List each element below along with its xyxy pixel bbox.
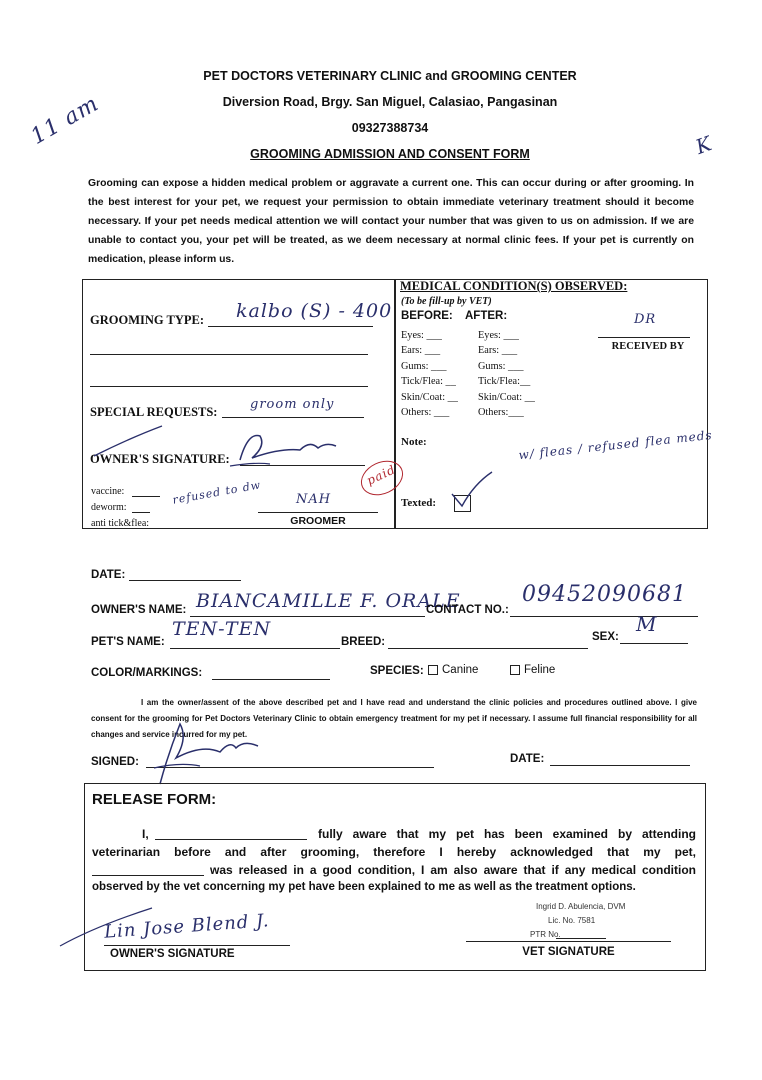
pet-name-label: PET'S NAME:	[91, 636, 165, 648]
special-requests-label: SPECIAL REQUESTS:	[90, 405, 218, 419]
before-list	[401, 328, 458, 420]
refused-note: refused to dw	[171, 478, 263, 507]
owner-name-line[interactable]	[190, 616, 425, 617]
received-by-value: DR	[634, 312, 657, 327]
before-others[interactable]: Others: ___	[401, 407, 450, 419]
species-feline[interactable]: Feline	[510, 664, 555, 676]
after-label: AFTER:	[465, 310, 508, 322]
sex-label: SEX:	[592, 631, 619, 643]
canine-checkbox[interactable]	[428, 665, 438, 675]
antitick-label: anti tick&flea:	[91, 518, 150, 529]
special-requests-value: groom only	[250, 397, 335, 412]
before-ears[interactable]: Ears: ___	[401, 345, 441, 357]
margin-note-initial: K	[692, 130, 716, 160]
texted-check-icon	[448, 470, 496, 512]
form-title: GROOMING ADMISSION AND CONSENT FORM	[250, 147, 530, 161]
after-eyes[interactable]: Eyes: ___	[478, 330, 519, 341]
vet-ptr-line[interactable]	[556, 938, 606, 939]
after-list	[478, 328, 535, 420]
before-label: BEFORE:	[401, 310, 453, 322]
deworm-label: deworm:	[91, 502, 127, 513]
texted-label: Texted:	[401, 497, 437, 509]
vet-license: Lic. No. 7581	[548, 916, 596, 925]
owner-name-label: OWNER'S NAME:	[91, 604, 187, 616]
owner-name-value: BIANCAMILLE F. ORALE	[196, 590, 461, 612]
consent-signature-scribble	[140, 718, 280, 790]
breed-line[interactable]	[388, 648, 588, 649]
after-ears[interactable]: Ears: ___	[478, 345, 518, 357]
antitick-line[interactable]	[162, 528, 184, 529]
clinic-phone: 09327388734	[351, 121, 429, 135]
vet-signature-line[interactable]	[466, 941, 671, 942]
groomer-label: GROOMER	[290, 515, 346, 527]
pet-name-line[interactable]	[170, 648, 340, 649]
clinic-name: PET DOCTORS VETERINARY CLINIC and GROOMING CENTER	[203, 69, 577, 83]
before-gums[interactable]: Gums: ___	[401, 360, 447, 372]
release-line2: veterinarian before and after grooming, therefore I hereby acknowledged that my pet,	[92, 845, 696, 859]
after-tickflea[interactable]: Tick/Flea:__	[478, 376, 531, 388]
vet-ptr: PTR No.	[530, 930, 561, 939]
owner-signature-value: Lin Jose Blend J.	[103, 910, 271, 943]
groomer-line[interactable]	[258, 512, 378, 513]
release-box	[84, 783, 706, 971]
release-line1-suffix: fully aware that my pet has been examined by attending	[318, 827, 696, 841]
contact-value: 09452090681	[522, 582, 687, 607]
medical-condition-subtitle: (To be fill-up by VET)	[401, 296, 492, 307]
note-value: w/ fleas / refused flea meds	[517, 427, 714, 463]
contact-line[interactable]	[510, 616, 698, 617]
clinic-address: Diversion Road, Brgy. San Miguel, Calasiao, Pangasinan	[222, 95, 558, 109]
box-divider	[394, 279, 396, 528]
release-name-line[interactable]	[155, 839, 307, 840]
release-line4: observed by the vet concerning my pet have been explained to me as well as the treatment options.	[92, 881, 636, 893]
before-skincoat[interactable]: Skin/Coat: __	[401, 391, 458, 403]
medical-condition-title: MEDICAL CONDITION(S) OBSERVED:	[400, 279, 628, 293]
release-line1-prefix: I,	[142, 827, 149, 841]
intro-paragraph: Grooming can expose a hidden medical problem or aggravate a current one. This can occur during or after grooming. In the best interest for your pet, we request your permission to obtain immediate veterinary treatment should it become necessary. If your pet needs medical attention we will contact your number that was given to us on admission. If we are unable to contact you, your pet will be treated, as we deem necessary at normal clinic fees. If your pet is currently on medication, please inform us.	[88, 178, 694, 265]
vet-name: Ingrid D. Abulencia, DVM	[536, 902, 626, 911]
color-markings-line[interactable]	[212, 679, 330, 680]
owner-signature-label: OWNER'S SIGNATURE:	[90, 452, 230, 466]
vaccine-label: vaccine:	[91, 486, 125, 497]
feline-checkbox[interactable]	[510, 665, 520, 675]
consent-date-line[interactable]	[550, 765, 690, 766]
color-markings-label: COLOR/MARKINGS:	[91, 667, 203, 679]
vaccine-line[interactable]	[132, 496, 160, 497]
received-by-label: RECEIVED BY	[611, 341, 685, 352]
groomer-value: NAH	[296, 492, 332, 507]
grooming-line-2[interactable]	[90, 354, 368, 355]
species-label: SPECIES:	[370, 665, 424, 677]
release-line3: was released in a good condition, I am also aware that if any medical condition	[210, 863, 696, 877]
grooming-type-value: kalbo (S) - 400	[236, 300, 393, 322]
sex-line[interactable]	[620, 643, 688, 644]
owner-signature-scribble	[90, 418, 350, 474]
consent-date-label: DATE:	[510, 753, 545, 765]
after-skincoat[interactable]: Skin/Coat: __	[478, 391, 535, 403]
before-tickflea[interactable]: Tick/Flea: __	[401, 376, 456, 388]
release-pet-line[interactable]	[92, 875, 204, 876]
date-line[interactable]	[129, 580, 241, 581]
note-label: Note:	[401, 436, 427, 448]
after-gums[interactable]: Gums: ___	[478, 360, 524, 372]
owner-signature-line[interactable]	[104, 945, 290, 946]
breed-label: BREED:	[341, 636, 386, 648]
release-title: RELEASE FORM:	[92, 791, 217, 808]
margin-note-time: 11 am	[26, 91, 104, 150]
date-label: DATE:	[91, 569, 126, 581]
species-canine[interactable]: Canine	[428, 664, 478, 676]
pet-name-value: TEN-TEN	[172, 618, 272, 640]
consent-paragraph: I am the owner/assent of the above described pet and I have read and understand the clinic policies and procedures outlined above. I give consent for the grooming for Pet Doctors Veterinary Clinic to obtain emergency treatment for my pet if necessary. I assume full financial responsibility for all changes and service incurred for my pet.	[91, 698, 697, 739]
release-signature-scribble	[56, 896, 176, 956]
contact-label: CONTACT NO.:	[426, 604, 509, 616]
paid-stamp-text: paid	[364, 462, 398, 488]
grooming-type-label: GROOMING TYPE:	[90, 313, 205, 327]
received-by-line[interactable]	[598, 337, 690, 338]
grooming-line-3[interactable]	[90, 386, 368, 387]
sex-value: M	[636, 612, 658, 636]
owner-signature-caption: OWNER'S SIGNATURE	[110, 948, 235, 960]
after-others[interactable]: Others:___	[478, 407, 524, 419]
deworm-line[interactable]	[132, 512, 150, 513]
before-eyes[interactable]: Eyes: ___	[401, 330, 442, 341]
grooming-type-line[interactable]	[208, 326, 373, 327]
vet-signature-caption: VET SIGNATURE	[522, 946, 615, 958]
signed-label: SIGNED:	[91, 756, 139, 768]
